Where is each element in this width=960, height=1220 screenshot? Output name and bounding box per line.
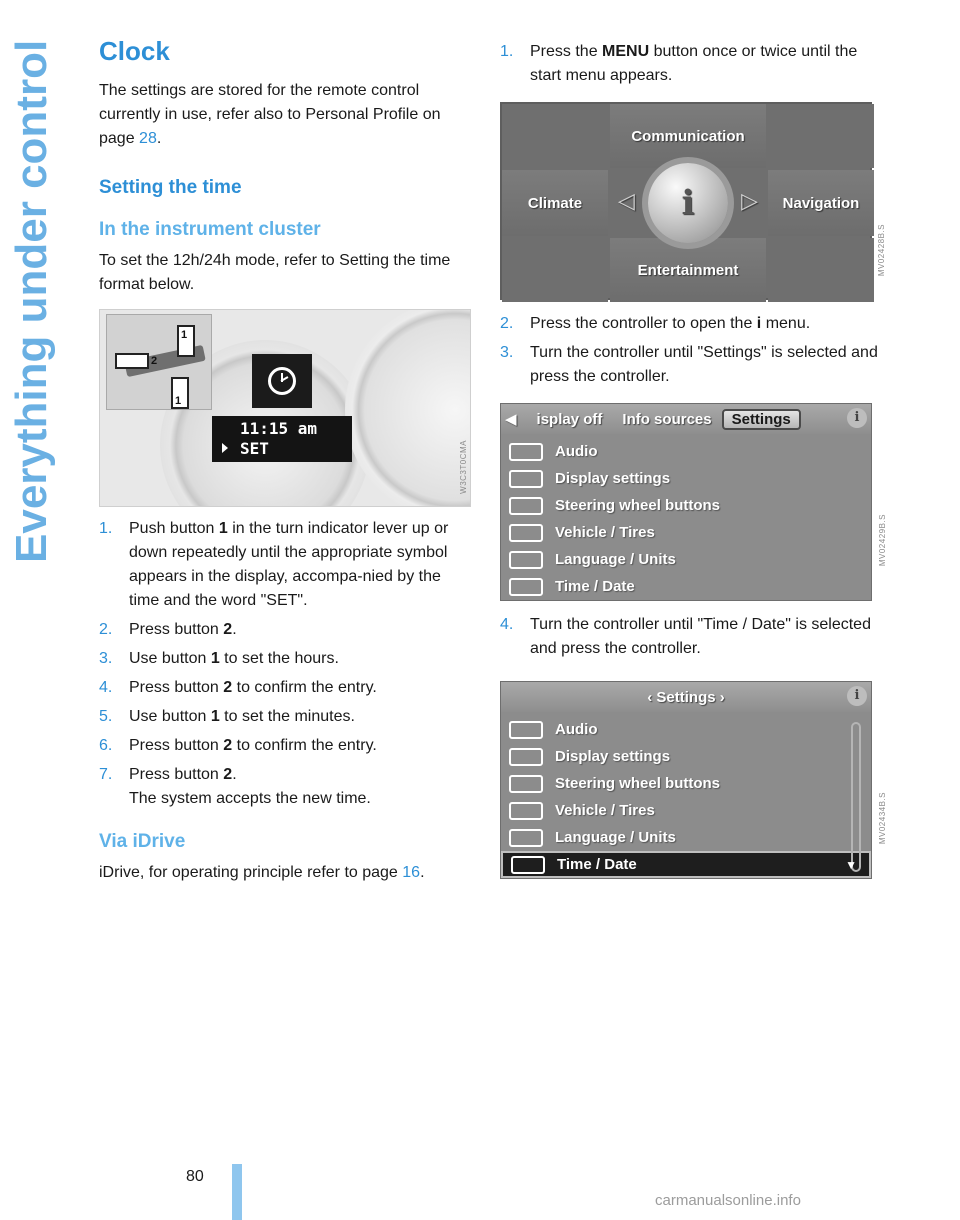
- arrow-left-icon: ◁: [618, 188, 635, 213]
- figure-code: W3C3T0CMA: [459, 440, 468, 494]
- info-icon: i: [847, 686, 867, 706]
- button-2-icon: [115, 353, 149, 369]
- setting-icon: [509, 748, 543, 766]
- watermark: carmanualsonline.info: [655, 1192, 801, 1209]
- step-item: 5. Use button 1 to set the minutes.: [99, 708, 355, 725]
- menu-corner: [502, 238, 608, 302]
- settings-title: ‹ Settings ›: [647, 688, 725, 706]
- settings-list: [501, 434, 871, 602]
- clock-symbol: [252, 354, 312, 408]
- step-item: 3. Turn the controller until "Settings" is selected and press the controller.: [500, 344, 878, 385]
- step-item: 6. Press button 2 to confirm the entry.: [99, 737, 377, 754]
- instrument-cluster-figure: [99, 309, 471, 507]
- list-item: Time / Date: [501, 851, 871, 878]
- list-item: Time / Date: [509, 573, 871, 600]
- page-link-28[interactable]: 28: [139, 130, 157, 147]
- setting-icon: [509, 551, 543, 569]
- list-item: Audio: [509, 716, 871, 743]
- menu-navigation: Navigation: [768, 170, 874, 236]
- menu-key: MENU: [602, 43, 650, 60]
- setting-icon: [509, 497, 543, 515]
- tab-settings: Settings: [722, 409, 801, 430]
- right-column: [500, 40, 887, 879]
- menu-corner: [768, 238, 874, 302]
- setting-icon: [509, 470, 543, 488]
- list-item: Display settings: [509, 465, 871, 492]
- menu-corner: [502, 104, 608, 168]
- subheading-setting-time: Setting the time: [99, 177, 242, 198]
- step-item: 4. Turn the controller until "Time / Date" is selected and press the controller.: [500, 616, 871, 657]
- idrive-paragraph: iDrive, for operating principle refer to page 16.: [99, 864, 425, 881]
- display-time: 11:15 am: [240, 419, 318, 438]
- arrow-down-icon: ▼: [845, 858, 857, 872]
- step-item: 7. Press button 2. The system accepts the new time.: [99, 766, 371, 807]
- setting-icon: [509, 443, 543, 461]
- step-item: 1. Press the MENU button once or twice until the start menu appears.: [500, 43, 858, 84]
- arrow-left-icon: ◀: [505, 411, 517, 428]
- clock-icon: [268, 367, 296, 395]
- cluster-steps: [99, 517, 471, 811]
- step-item: 4. Press button 2 to confirm the entry.: [99, 679, 377, 696]
- turn-indicator-lever: [106, 314, 212, 410]
- list-item: Steering wheel buttons: [509, 770, 871, 797]
- page-link-16[interactable]: 16: [402, 864, 421, 881]
- setting-icon: [509, 775, 543, 793]
- page-accent-bar: [232, 1164, 242, 1220]
- start-menu-figure: [500, 102, 886, 300]
- step-item: 1. Push button 1 in the turn indicator lever up or down repeatedly until the appropriate symbol appears in the display, accompa-nied by the time and the word "SET".: [99, 520, 449, 609]
- idrive-steps-b: [500, 312, 878, 389]
- list-item: Language / Units: [509, 824, 871, 851]
- idrive-steps-c: [500, 613, 878, 661]
- figure-code: MV02434B.S: [878, 792, 887, 845]
- setting-icon: [509, 578, 543, 596]
- idrive-steps-a: [500, 40, 878, 88]
- setting-icon: [511, 856, 545, 874]
- arrow-right-icon: ▷: [741, 188, 758, 213]
- controller-knob-icon: i: [648, 163, 728, 243]
- setting-icon: [509, 524, 543, 542]
- menu-corner: [768, 104, 874, 168]
- scrollbar: [851, 722, 861, 872]
- figure-code: MV02428B.S: [877, 224, 886, 277]
- menu-climate: Climate: [502, 170, 608, 236]
- triangle-icon: [222, 443, 228, 453]
- subheading-instrument-cluster: In the instrument cluster: [99, 219, 321, 240]
- cluster-display: [212, 416, 352, 462]
- settings-list-figure-1: [500, 403, 887, 601]
- menu-communication: Communication: [610, 104, 766, 168]
- side-section-title: Everything under control: [7, 40, 56, 564]
- list-item: Language / Units: [509, 546, 871, 573]
- menu-entertainment: Entertainment: [610, 238, 766, 302]
- setting-icon: [509, 721, 543, 739]
- step-item: 2. Press button 2.: [99, 621, 237, 638]
- title-bar: [501, 682, 871, 712]
- button-2-label: 2: [151, 355, 158, 367]
- page-number: 80: [186, 1168, 204, 1185]
- subheading-via-idrive: Via iDrive: [99, 831, 186, 852]
- tab-bar: [501, 404, 871, 434]
- setting-icon: [509, 829, 543, 847]
- list-item: Audio: [509, 438, 871, 465]
- info-icon: i: [756, 315, 762, 332]
- section-heading: Clock: [99, 36, 170, 66]
- figure-code: MV02429B.S: [878, 514, 887, 567]
- button-1-label: 1: [181, 329, 188, 341]
- step-item: 2. Press the controller to open the i menu.: [500, 315, 811, 332]
- intro-paragraph: The settings are stored for the remote control currently in use, refer also to Personal Profile on page 28.: [99, 82, 441, 147]
- menu-center: [610, 170, 766, 236]
- cluster-intro: To set the 12h/24h mode, refer to Setting the time format below.: [99, 252, 451, 293]
- list-item: Vehicle / Tires: [509, 519, 871, 546]
- tab-info-sources: Info sources: [622, 410, 712, 428]
- list-item: Vehicle / Tires: [509, 797, 871, 824]
- info-icon: i: [847, 408, 867, 428]
- left-column: [99, 36, 471, 885]
- display-set: SET: [240, 439, 269, 458]
- setting-icon: [509, 802, 543, 820]
- list-item: Display settings: [509, 743, 871, 770]
- list-item: Steering wheel buttons: [509, 492, 871, 519]
- settings-list-figure-2: [500, 681, 887, 879]
- button-1-label-lower: 1: [175, 395, 182, 407]
- step-item: 3. Use button 1 to set the hours.: [99, 650, 339, 667]
- settings-list: [501, 712, 871, 880]
- tab-display-off: isplay off: [536, 410, 603, 428]
